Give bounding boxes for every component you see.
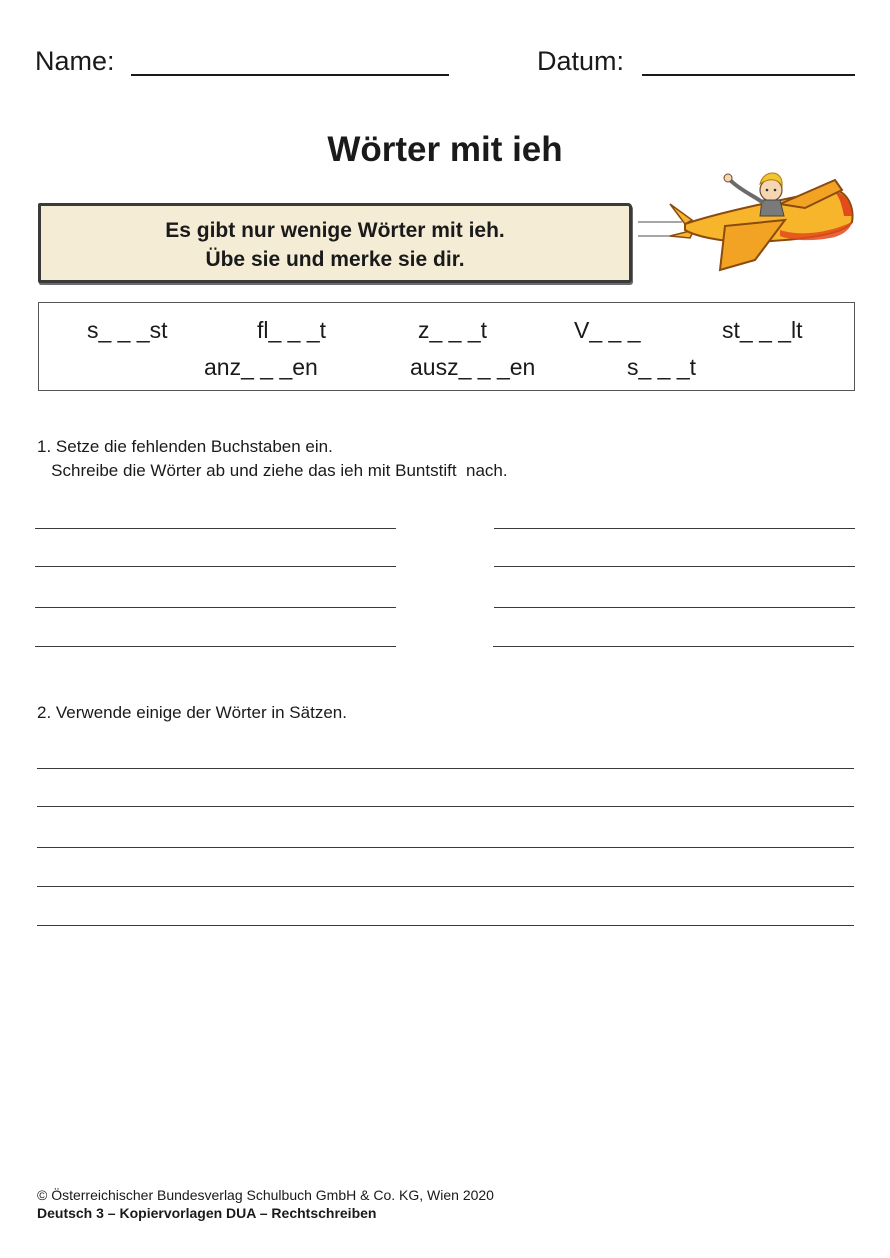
word-item: anz_ _ _en xyxy=(204,354,318,380)
banner-line-1: Es gibt nur wenige Wörter mit ieh. xyxy=(165,219,505,242)
footer-series: Deutsch 3 – Kopiervorlagen DUA – Rechtschreiben xyxy=(37,1205,377,1221)
writing-line[interactable] xyxy=(37,806,854,807)
word-item: fl_ _ _t xyxy=(257,317,327,343)
writing-line[interactable] xyxy=(37,925,854,926)
writing-line[interactable] xyxy=(494,528,855,529)
writing-line[interactable] xyxy=(494,607,855,608)
writing-line[interactable] xyxy=(37,886,854,887)
date-field[interactable] xyxy=(642,74,855,76)
task-2-instruction: 2. Verwende einige der Wörter in Sätzen. xyxy=(37,703,347,722)
writing-line[interactable] xyxy=(37,768,854,769)
word-item: ausz_ _ _en xyxy=(410,354,536,380)
airplane-with-child-icon xyxy=(630,160,860,280)
task-1-instruction-2: Schreibe die Wörter ab und ziehe das ieh mit Buntstift nach. xyxy=(37,461,508,480)
name-field[interactable] xyxy=(131,74,449,76)
task-1-instruction-1: 1. Setze die fehlenden Buchstaben ein. xyxy=(37,437,333,456)
writing-line[interactable] xyxy=(494,566,855,567)
writing-line[interactable] xyxy=(35,607,396,608)
name-label: Name: xyxy=(35,46,115,76)
word-box xyxy=(38,302,855,391)
writing-line[interactable] xyxy=(35,566,396,567)
writing-line[interactable] xyxy=(493,646,854,647)
writing-line[interactable] xyxy=(37,847,854,848)
word-item: st_ _ _lt xyxy=(722,317,803,343)
writing-line[interactable] xyxy=(35,646,396,647)
date-label: Datum: xyxy=(537,46,625,76)
info-banner xyxy=(38,203,632,283)
word-item: s_ _ _t xyxy=(627,354,697,380)
word-item: V_ _ _ xyxy=(574,317,641,343)
writing-line[interactable] xyxy=(35,528,396,529)
footer-copyright: © Österreichischer Bundesverlag Schulbuch GmbH & Co. KG, Wien 2020 xyxy=(37,1187,494,1203)
banner-line-2: Übe sie und merke sie dir. xyxy=(205,248,465,271)
word-item: z_ _ _t xyxy=(418,317,488,343)
page-title: Wörter mit ieh xyxy=(327,130,563,169)
word-item: s_ _ _st xyxy=(87,317,168,343)
